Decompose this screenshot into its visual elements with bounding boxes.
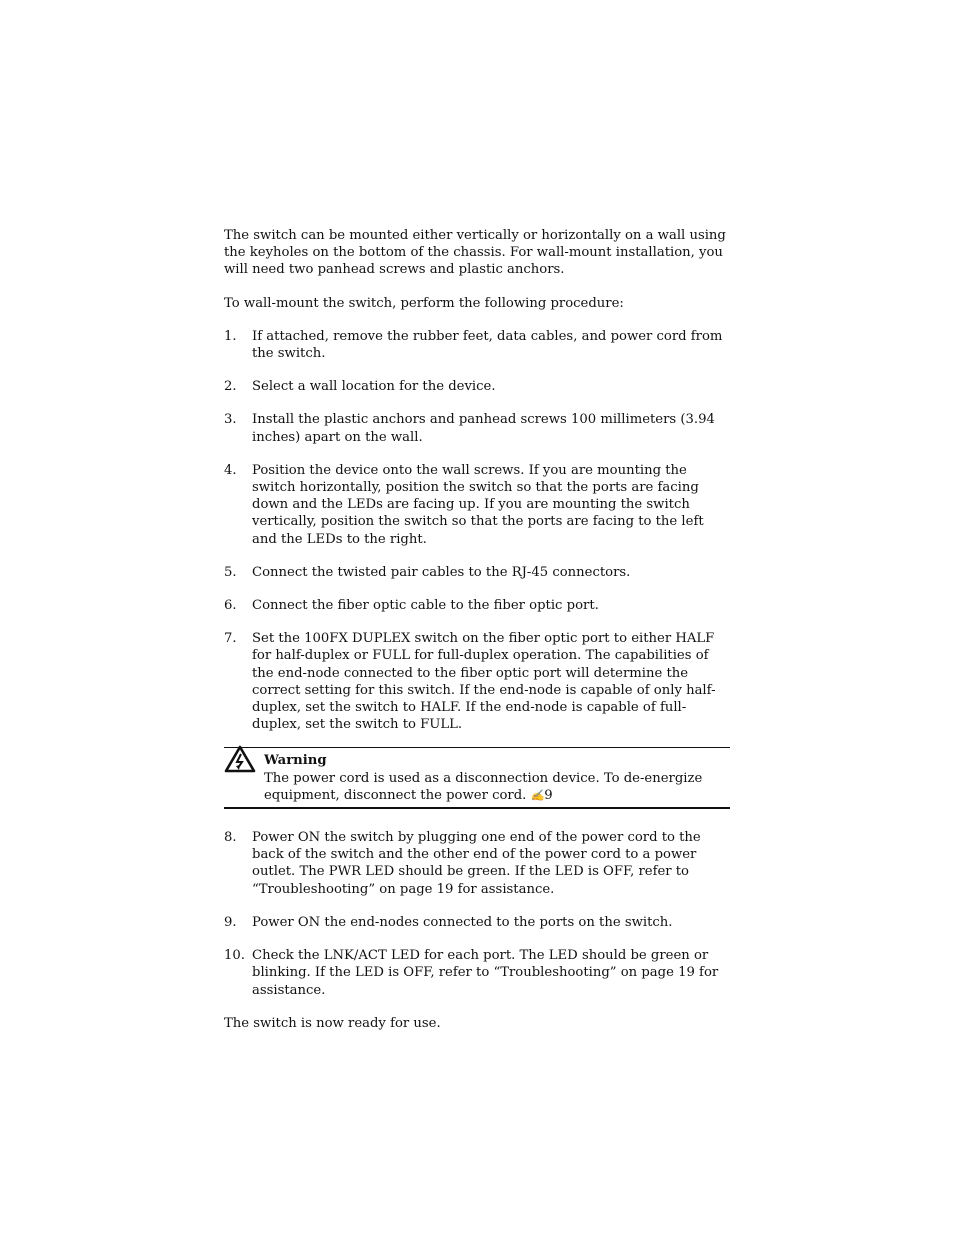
step-number: 3. [224,412,237,428]
step-number: 9. [224,914,237,930]
steps-list-a [224,328,730,734]
step-number: 6. [224,598,237,614]
procedure-lead: To wall-mount the switch, perform the following procedure: [224,295,624,311]
step-text: Set the 100FX DUPLEX switch on the fiber optic port to either HALF for half-duplex or FULL for full-duplex operation. The capabilities of the end-node connected to the fiber optic port will determine the correct setting for this switch. If the end-node is capable of only half-duplex, set the switch to HALF. If the end-node is capable of full-duplex, set the switch to FULL. [252,631,716,733]
step-number: 2. [224,379,237,395]
step-number: 5. [224,564,237,580]
warning-text: The power cord is used as a disconnection device. To de-energize equipment, disconnect the power cord. [264,770,703,803]
step-text: Power ON the switch by plugging one end of the power cord to the back of the switch and the other end of the power cord to a power outlet. The PWR LED should be green. If the LED is OFF, refer to “Troubleshooting” on page 19 for assistance. [252,830,701,897]
hand-symbol-icon: ✍ [530,788,545,802]
list-item [224,630,730,733]
list-item [224,411,730,445]
step-text: Power ON the end-nodes connected to the ports on the switch. [252,914,673,930]
step-number: 4. [224,462,237,478]
list-item [224,947,730,999]
list-item [224,564,730,581]
closing-paragraph: The switch is now ready for use. [224,1015,441,1031]
step-text: Connect the twisted pair cables to the RJ-45 connectors. [252,564,631,580]
step-number: 10. [224,948,245,964]
list-item [224,829,730,898]
intro-paragraph: The switch can be mounted either vertically or horizontally on a wall using the keyholes on the bottom of the chassis. For wall-mount installation, you will need two panhead screws and plastic anchors. [224,228,726,278]
warning-ref: 9 [544,787,553,803]
warning-title: Warning [264,753,327,769]
step-number: 1. [224,328,237,344]
step-text: Select a wall location for the device. [252,379,496,395]
list-item [224,914,730,931]
step-text: Position the device onto the wall screws. If you are mounting the switch horizontally, position the switch so that the ports are facing down and the LEDs are facing up. If you are mounting the switch vertically, position the switch so that the ports are facing to the left and the LEDs to the right. [252,462,704,547]
list-item [224,597,730,614]
warning-box [224,747,730,809]
step-text: If attached, remove the rubber feet, data cables, and power cord from the switch. [252,328,723,362]
warning-text-line [264,770,730,804]
step-text: Install the plastic anchors and panhead screws 100 millimeters (3.94 inches) apart on the wall. [252,412,715,445]
step-number: 8. [224,830,237,846]
step-text: Connect the fiber optic cable to the fiber optic port. [252,598,599,614]
list-item [224,328,730,362]
list-item [224,462,730,548]
electrical-hazard-icon [224,745,256,773]
list-item [224,378,730,395]
step-text: Check the LNK/ACT LED for each port. The LED should be green or blinking. If the LED is OFF, refer to “Troubleshooting” on page 19 for assistance. [252,948,719,998]
steps-list-b [224,829,730,999]
document-body [224,227,730,1032]
step-number: 7. [224,631,237,647]
